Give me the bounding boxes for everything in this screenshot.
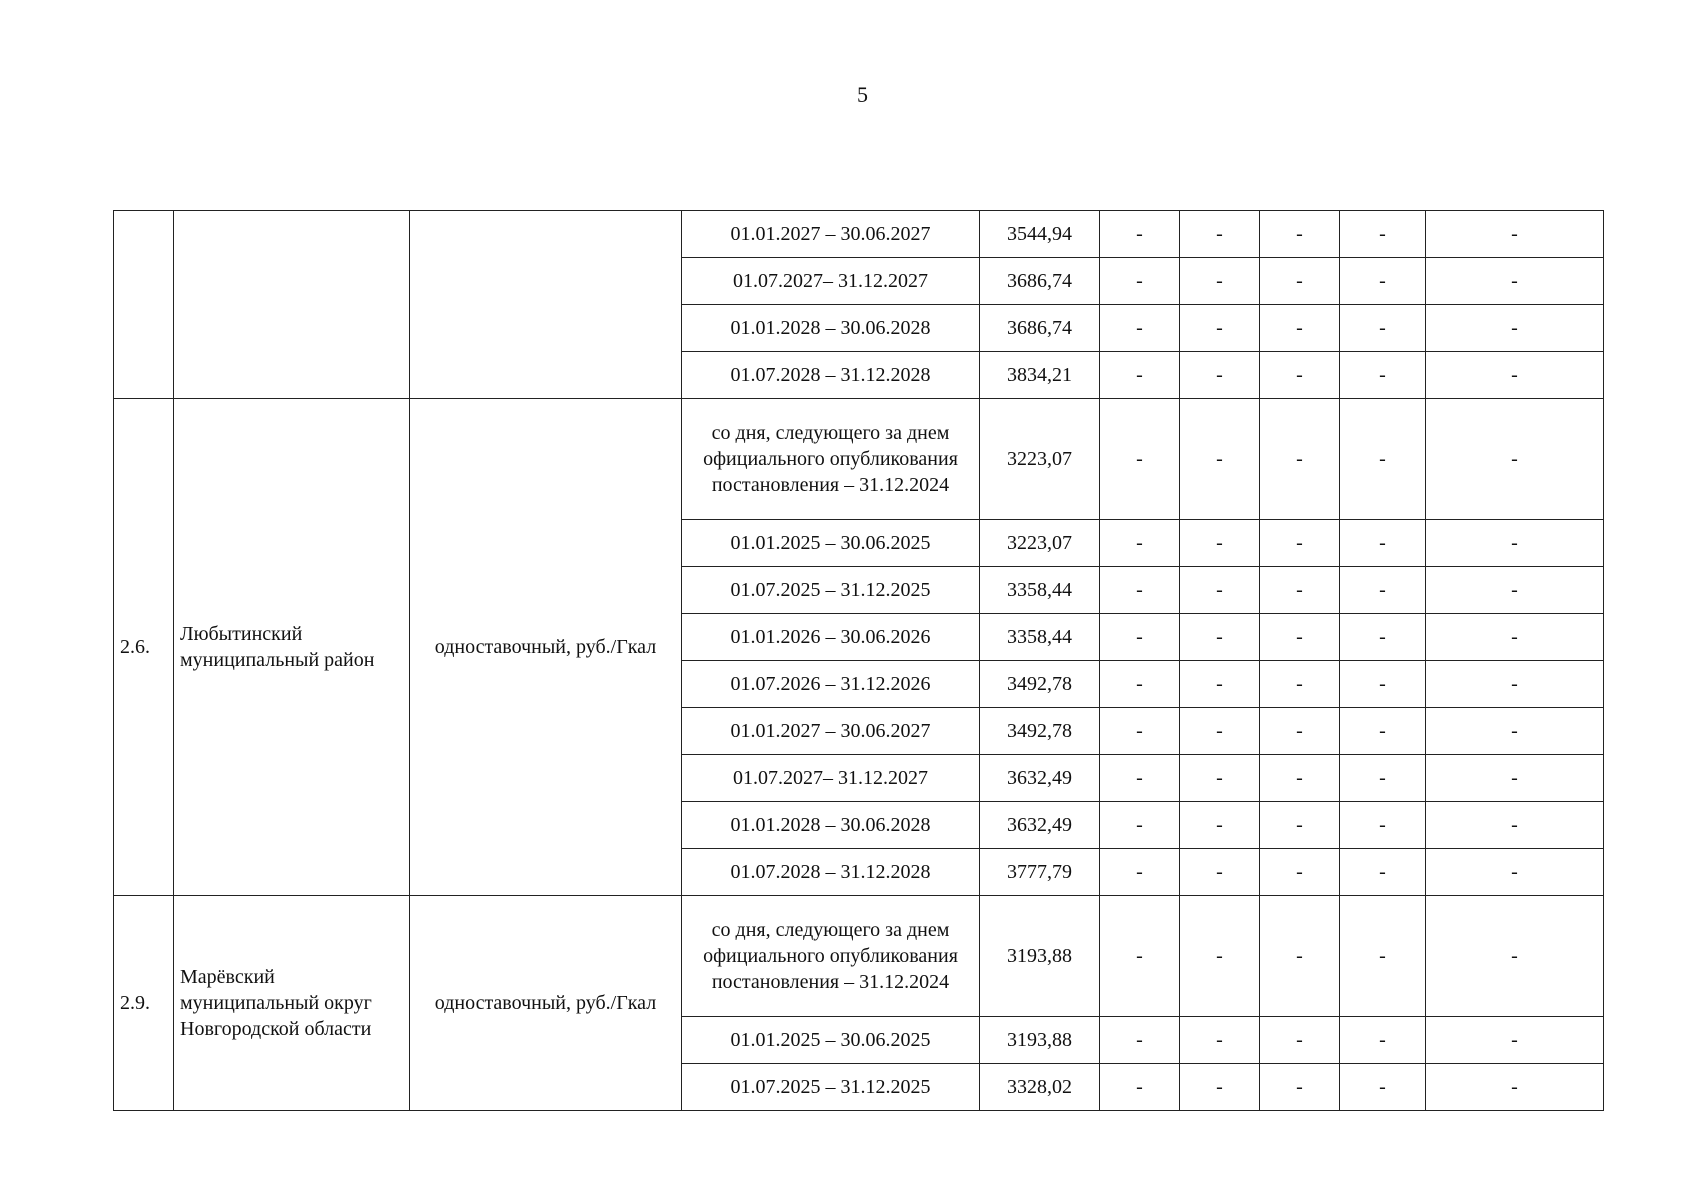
tariff-value-cell: 3777,79 (980, 849, 1100, 896)
period-cell: 01.01.2025 – 30.06.2025 (682, 520, 980, 567)
empty-value-cell: - (1180, 1064, 1260, 1111)
period-cell: 01.01.2027 – 30.06.2027 (682, 708, 980, 755)
tariff-value-cell: 3834,21 (980, 352, 1100, 399)
tariff-value-cell: 3686,74 (980, 258, 1100, 305)
empty-value-cell: - (1426, 1017, 1604, 1064)
tariff-value-cell: 3492,78 (980, 661, 1100, 708)
empty-value-cell: - (1100, 305, 1180, 352)
empty-value-cell: - (1100, 661, 1180, 708)
empty-value-cell: - (1426, 520, 1604, 567)
group-number (114, 211, 174, 399)
empty-value-cell: - (1180, 211, 1260, 258)
empty-value-cell: - (1260, 849, 1340, 896)
empty-value-cell: - (1260, 520, 1340, 567)
empty-value-cell: - (1100, 755, 1180, 802)
empty-value-cell: - (1260, 352, 1340, 399)
tariff-value-cell: 3632,49 (980, 755, 1100, 802)
empty-value-cell: - (1340, 1064, 1426, 1111)
municipality-cell: Марёвский муниципальный округ Новгородской области (174, 896, 410, 1111)
period-cell: 01.01.2028 – 30.06.2028 (682, 802, 980, 849)
period-cell: 01.01.2028 – 30.06.2028 (682, 305, 980, 352)
empty-value-cell: - (1426, 614, 1604, 661)
empty-value-cell: - (1340, 896, 1426, 1017)
tariff-table (113, 210, 1604, 1111)
empty-value-cell: - (1100, 802, 1180, 849)
empty-value-cell: - (1426, 258, 1604, 305)
empty-value-cell: - (1340, 399, 1426, 520)
empty-value-cell: - (1100, 1017, 1180, 1064)
empty-value-cell: - (1426, 567, 1604, 614)
empty-value-cell: - (1426, 305, 1604, 352)
period-cell: со дня, следующего за днем официального опубликования постановления – 31.12.2024 (682, 896, 980, 1017)
empty-value-cell: - (1180, 520, 1260, 567)
empty-value-cell: - (1340, 258, 1426, 305)
table-row (114, 399, 1604, 520)
empty-value-cell: - (1340, 1017, 1426, 1064)
empty-value-cell: - (1260, 305, 1340, 352)
empty-value-cell: - (1426, 896, 1604, 1017)
empty-value-cell: - (1426, 352, 1604, 399)
empty-value-cell: - (1340, 661, 1426, 708)
empty-value-cell: - (1260, 399, 1340, 520)
tariff-type-cell (410, 211, 682, 399)
period-cell: 01.07.2028 – 31.12.2028 (682, 352, 980, 399)
empty-value-cell: - (1100, 211, 1180, 258)
municipality-cell (174, 211, 410, 399)
empty-value-cell: - (1100, 708, 1180, 755)
tariff-value-cell: 3358,44 (980, 567, 1100, 614)
empty-value-cell: - (1260, 755, 1340, 802)
empty-value-cell: - (1260, 1017, 1340, 1064)
tariff-value-cell: 3223,07 (980, 399, 1100, 520)
empty-value-cell: - (1180, 755, 1260, 802)
period-cell: 01.01.2026 – 30.06.2026 (682, 614, 980, 661)
empty-value-cell: - (1340, 305, 1426, 352)
tariff-value-cell: 3193,88 (980, 1017, 1100, 1064)
empty-value-cell: - (1100, 258, 1180, 305)
empty-value-cell: - (1426, 399, 1604, 520)
empty-value-cell: - (1426, 661, 1604, 708)
empty-value-cell: - (1180, 258, 1260, 305)
period-cell: 01.07.2026 – 31.12.2026 (682, 661, 980, 708)
tariff-value-cell: 3492,78 (980, 708, 1100, 755)
table-row (114, 896, 1604, 1017)
tariff-value-cell: 3358,44 (980, 614, 1100, 661)
period-cell: 01.01.2027 – 30.06.2027 (682, 211, 980, 258)
empty-value-cell: - (1340, 211, 1426, 258)
empty-value-cell: - (1100, 849, 1180, 896)
municipality-cell: Любытинский муниципальный район (174, 399, 410, 896)
empty-value-cell: - (1180, 896, 1260, 1017)
period-cell: 01.01.2025 – 30.06.2025 (682, 1017, 980, 1064)
empty-value-cell: - (1180, 802, 1260, 849)
group-number: 2.6. (114, 399, 174, 896)
empty-value-cell: - (1180, 849, 1260, 896)
empty-value-cell: - (1340, 755, 1426, 802)
tariff-value-cell: 3223,07 (980, 520, 1100, 567)
empty-value-cell: - (1180, 399, 1260, 520)
period-cell: 01.07.2025 – 31.12.2025 (682, 567, 980, 614)
page-number: 5 (857, 82, 868, 107)
empty-value-cell: - (1100, 399, 1180, 520)
empty-value-cell: - (1260, 1064, 1340, 1111)
empty-value-cell: - (1426, 708, 1604, 755)
empty-value-cell: - (1426, 802, 1604, 849)
tariff-type-cell: одноставочный, руб./Гкал (410, 896, 682, 1111)
tariff-type-cell: одноставочный, руб./Гкал (410, 399, 682, 896)
empty-value-cell: - (1340, 849, 1426, 896)
empty-value-cell: - (1426, 849, 1604, 896)
empty-value-cell: - (1340, 614, 1426, 661)
empty-value-cell: - (1100, 614, 1180, 661)
tariff-value-cell: 3686,74 (980, 305, 1100, 352)
empty-value-cell: - (1260, 896, 1340, 1017)
empty-value-cell: - (1260, 661, 1340, 708)
empty-value-cell: - (1340, 520, 1426, 567)
empty-value-cell: - (1100, 520, 1180, 567)
tariff-value-cell: 3193,88 (980, 896, 1100, 1017)
empty-value-cell: - (1340, 352, 1426, 399)
empty-value-cell: - (1426, 755, 1604, 802)
period-cell: 01.07.2025 – 31.12.2025 (682, 1064, 980, 1111)
tariff-value-cell: 3632,49 (980, 802, 1100, 849)
table-row (114, 211, 1604, 258)
tariff-value-cell: 3544,94 (980, 211, 1100, 258)
empty-value-cell: - (1340, 802, 1426, 849)
empty-value-cell: - (1180, 661, 1260, 708)
empty-value-cell: - (1260, 614, 1340, 661)
empty-value-cell: - (1100, 896, 1180, 1017)
empty-value-cell: - (1180, 567, 1260, 614)
empty-value-cell: - (1340, 567, 1426, 614)
empty-value-cell: - (1260, 802, 1340, 849)
empty-value-cell: - (1426, 1064, 1604, 1111)
empty-value-cell: - (1260, 567, 1340, 614)
empty-value-cell: - (1426, 211, 1604, 258)
empty-value-cell: - (1100, 352, 1180, 399)
empty-value-cell: - (1180, 305, 1260, 352)
empty-value-cell: - (1100, 1064, 1180, 1111)
empty-value-cell: - (1260, 258, 1340, 305)
empty-value-cell: - (1180, 614, 1260, 661)
empty-value-cell: - (1180, 1017, 1260, 1064)
empty-value-cell: - (1100, 567, 1180, 614)
empty-value-cell: - (1260, 211, 1340, 258)
group-number: 2.9. (114, 896, 174, 1111)
tariff-value-cell: 3328,02 (980, 1064, 1100, 1111)
period-cell: 01.07.2027– 31.12.2027 (682, 755, 980, 802)
period-cell: со дня, следующего за днем официального опубликования постановления – 31.12.2024 (682, 399, 980, 520)
empty-value-cell: - (1180, 708, 1260, 755)
period-cell: 01.07.2027– 31.12.2027 (682, 258, 980, 305)
empty-value-cell: - (1180, 352, 1260, 399)
empty-value-cell: - (1260, 708, 1340, 755)
empty-value-cell: - (1340, 708, 1426, 755)
period-cell: 01.07.2028 – 31.12.2028 (682, 849, 980, 896)
